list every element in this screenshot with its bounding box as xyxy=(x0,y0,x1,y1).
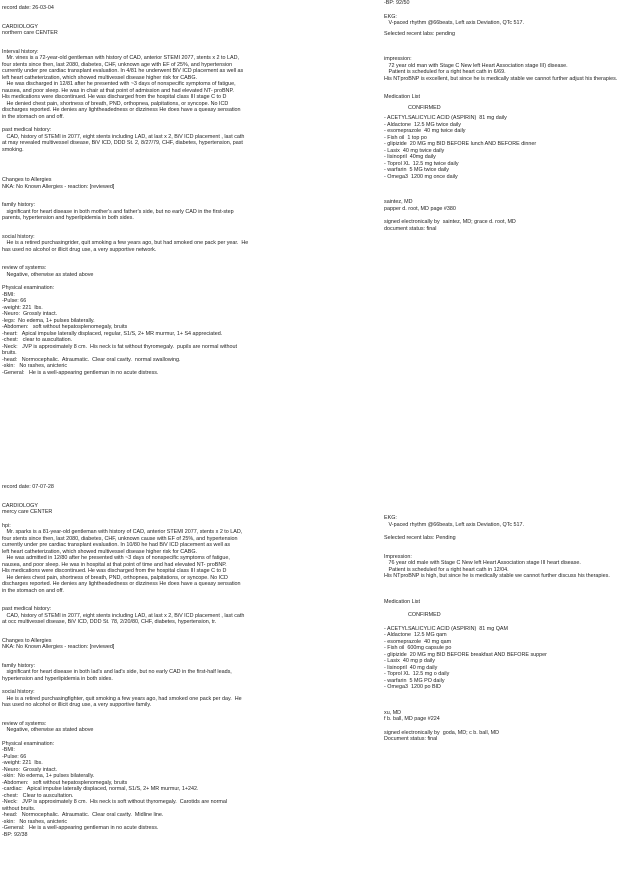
text-line: -skin: No rashes, anicteric xyxy=(2,818,68,825)
medication-item: - lisinopril 40mg daily xyxy=(384,154,436,160)
medication-item: - Aldactone 12.5 MG qam xyxy=(384,632,447,638)
medication-item: - Toprol XL 12.5 mg twice daily xyxy=(384,160,459,167)
text-line: currently under pre cardiac transplant evaluation. In 10/80 he had BiV ICD placement as well as xyxy=(2,542,231,548)
text-line: -skin: No edema, 1+ pulses bilaterally. xyxy=(2,773,95,779)
care-center: mercy care CENTER xyxy=(2,509,53,515)
confirmed-label: CONFIRMED xyxy=(408,612,441,618)
text-line: -chest: Clear to auscultation. xyxy=(2,792,74,799)
medication-item: - glipizide 20 MG mg BID BEFORE lunch AND BEFORE dinner xyxy=(384,141,537,147)
text-line: He is a retired purchasingrider, quit smoking a few years ago, but had smoked one pack per year. He xyxy=(2,240,249,246)
medication-item: - Toprol XL 12.5 mg o daily xyxy=(384,671,450,677)
text-line: Negative, otherwise as stated above xyxy=(2,271,94,278)
text-line: without bruits. xyxy=(2,805,36,812)
text-line: has used no alcohol or illicit drug use, a very supportive network. xyxy=(2,246,157,253)
text-line: discharges reported. He denies any lightheadedness or dizziness He does have a queasy sensation xyxy=(2,107,241,113)
text-line: -weight: 221 lbs. xyxy=(2,760,43,766)
text-line: has used no alcohol or illicit drug use, a very supportive family. xyxy=(2,702,152,708)
section-heading: impression: xyxy=(384,56,412,62)
section-heading: Interval history: xyxy=(2,48,39,55)
record2-right-column xyxy=(384,515,638,743)
record1-right-column xyxy=(384,0,638,232)
text-line: Mr. sparks is a 81-year-old gentleman with history of CAD, anterior STEMI 2077, stents x 2 to LAD, xyxy=(2,529,243,535)
text-line: Selected recent labs: pending xyxy=(384,30,456,37)
record-date: record date: 26-03-04 xyxy=(2,5,54,11)
confirmed-label: CONFIRMED xyxy=(408,104,441,111)
record-date: record date: 07-07-28 xyxy=(2,484,54,490)
department: CARDIOLOGY xyxy=(2,502,38,509)
pager: papper d. root, MD page #380 xyxy=(384,205,456,212)
text-line: left heart catheterization, which showed multivessel disease higher risk for CABG. xyxy=(2,74,198,81)
blood-pressure: -BP: 92/50 xyxy=(384,0,410,6)
department: CARDIOLOGY xyxy=(2,23,38,30)
text-line: He was discharged in 12/81 after he presented with ~3 days of nonspecific symptoms of fatigue, xyxy=(2,81,236,87)
text-line: Selected recent labs: Pending xyxy=(384,535,456,541)
text-line: -legs: No edema, 1+ pulses bilaterally. xyxy=(2,317,95,324)
text-line: -cardiac: Apical impulse laterally displaced, normal, S1/S, 2+ MR murmur, 1+242. xyxy=(2,786,199,792)
text-line: at occ multivessel disease, BiV ICD, DDD St. 78, 2/20/80, CHF, diabetes, hypertension, tr. xyxy=(2,619,217,625)
signer: saintez, MD xyxy=(384,199,413,205)
text-line: NKA: No Known Allergies - reaction: [reviewed] xyxy=(2,183,115,190)
record2-left-column xyxy=(2,484,320,838)
medication-item: - Omega3 1200 po BID xyxy=(384,684,441,690)
text-line: -Pulse: 66 xyxy=(2,298,27,304)
text-line: significant for heart disease in both lad's and lad's side, but no early CAD in the first-half leads, xyxy=(2,669,232,675)
text-line: CAD, history of STEMI in 2077, eight stents including LAD, at last x 2, BiV ICD placement , last cath xyxy=(2,133,245,140)
text-line: currently under pre cardiac transplant evaluation. In 4/81 he underwent BiV ICD placement as well as xyxy=(2,68,244,74)
section-heading: Changes to Allergies xyxy=(2,177,52,183)
section-heading: family history: xyxy=(2,202,35,208)
section-heading: hpi: xyxy=(2,522,11,529)
medication-item: - glipizide 20 MG mg BID BEFORE breakfast AND BEFORE supper xyxy=(384,651,547,658)
text-line: -skin: No rashes, anicteric xyxy=(2,363,68,369)
text-line: parents, hypertension and hyperlipidemia in both sides. xyxy=(2,215,134,221)
text-line: Negative, otherwise as stated above xyxy=(2,727,94,733)
text-line: -Neck: JVP is approximately 8 cm. His neck is soft without thyromegaly. Carotids are normal xyxy=(2,799,228,805)
text-line: -BMI: xyxy=(2,747,15,753)
text-line: smoking. xyxy=(2,146,24,153)
text-line: -Neuro: Grossly intact. xyxy=(2,766,58,773)
text-line: -Abdomen: soft without hepatosplenomegaly, bruits xyxy=(2,779,128,786)
blood-pressure: -BP: 92/38 xyxy=(2,831,28,838)
text-line: -chest: clear to auscultation. xyxy=(2,337,73,343)
text-line: left heart catheterization, which showed multivessel disease higher risk for CABG. xyxy=(2,548,198,555)
text-line: in the stomach on and off. xyxy=(2,113,64,120)
medication-item: - esomeprazole 40 mg twice daily xyxy=(384,128,466,134)
medication-item: - Aldactone 12.5 MG twice daily xyxy=(384,121,462,128)
medication-item: - warfarin 5 MG twice daily xyxy=(384,167,450,173)
text-line: His NTproBNP is high, but since he is medically stable we cannot further discuss his therapies. xyxy=(384,573,610,579)
text-line: His medications were discontinued. He was discharged from the hospital class III stage C to D xyxy=(2,568,227,574)
signature-line: signed electronically by saintez, MD; grace d. root, MD xyxy=(384,219,516,225)
section-heading: past medical history: xyxy=(2,606,52,612)
section-heading: social history: xyxy=(2,233,35,240)
medication-item: - Omega3 1200 mg once daily xyxy=(384,173,458,180)
section-heading: EKG: xyxy=(384,515,397,521)
text-line: -Neck: JVP is approximately 8 cm. His neck is fat without thyromegaly. pupils are normal without xyxy=(2,343,237,350)
document-status: Document status: final xyxy=(384,736,438,742)
text-line: nausea, and poor sleep. He was in chair at that point of admission and had elevated NT- proBNP. xyxy=(2,87,234,94)
text-line: -heart: Apical impulse laterally displaced, regular, S1/S, 2+ MR murmur, 1+ S4 appreciated. xyxy=(2,330,223,337)
medication-item: - esomeprazole 40 mg qam xyxy=(384,638,452,645)
text-line: CAD, history of STEMI in 2077, eight stents including LAD, at last x 2, BiV ICD placement , last cath xyxy=(2,612,245,619)
text-line: in the stomach on and off. xyxy=(2,587,64,594)
medication-item: - Fish oil 1 top po xyxy=(384,134,427,141)
text-line: significant for heart disease in both mother's and father's side, but no early CAD in the first-step xyxy=(2,208,234,215)
text-line: V-paced rhythm @66beats, Left axis Deviation, QTc 517. xyxy=(384,20,525,26)
section-heading: review of systems: xyxy=(2,720,47,727)
text-line: bruits. xyxy=(2,350,17,356)
medication-item: - lisinopril 40 mg daily xyxy=(384,664,438,671)
text-line: 72 year old man with Stage C New left Heart Association stage III) disease. xyxy=(384,62,568,69)
medication-item: - Lasix 40 mg twice daily xyxy=(384,147,445,154)
text-line: -General: He is a well-appearing gentleman in no acute distress. xyxy=(2,369,159,376)
text-line: four stents since then, last 2080, diabetes, CHF, unknown cause with EF of 25%, and hypertension xyxy=(2,535,238,542)
text-line: NKA: No Known Allergies - reaction: [reviewed] xyxy=(2,644,115,650)
text-line: He is a retired purchasingfighter, quit smoking a few years ago, had smoked one pack per day. He xyxy=(2,695,242,702)
medication-item: - ACETYLSALICYLIC ACID (ASPIRIN) 81 mg daily xyxy=(384,115,507,121)
text-line: -head: Normocephalic. Atraumatic. Clear oral cavity. Midline line. xyxy=(2,812,164,818)
text-line: He denied chest pain, shortness of breath, PND, orthopnea, palpitations, or syncope. No ICD xyxy=(2,100,229,107)
section-heading: Medication List xyxy=(384,94,420,100)
signature-line: signed electronically by goda, MD; c b. ball, MD xyxy=(384,729,500,736)
text-line: -General: He is a well-appearing gentleman in no acute distress. xyxy=(2,825,159,831)
section-heading: EKG: xyxy=(384,13,397,20)
document-status: document status: final xyxy=(384,225,437,232)
text-line: at may revealed multivessel disease, BiV ICD, DDD St. 2, 8/27/79, CHF, diabetes, hypertension, past xyxy=(2,140,243,146)
text-line: -head: Normocephalic. Atraumatic. Clear oral cavity. normal swallowing. xyxy=(2,356,181,363)
medication-item: - warfarin 5 MG PO daily xyxy=(384,677,445,684)
text-line: -Neuro: Grossly intact. xyxy=(2,311,58,317)
text-line: His medications were discontinued. He was discharged from the hospital class III stage C to D xyxy=(2,94,227,100)
section-heading: Physical examination: xyxy=(2,740,55,747)
pager: f b. ball, MD page #224 xyxy=(384,716,440,722)
text-line: Mr. vines is a 72-year-old gentleman with history of CAD, anterior STEMI 2077, stents x 2 to LAD, xyxy=(2,55,239,61)
text-line: -weight: 221 lbs. xyxy=(2,304,43,311)
signer: xu, MD xyxy=(384,709,402,716)
text-line: -Abdomen: soft without hepatosplenomegaly, bruits xyxy=(2,324,128,330)
text-line: four stents since then, last 2080, diabetes, CHF, unknown age with EF of 25%, and hypertension xyxy=(2,61,233,68)
medication-item: - Lasix 40 mg p daily xyxy=(384,658,435,664)
section-heading: Physical examination: xyxy=(2,285,55,291)
section-heading: past medical history: xyxy=(2,127,52,133)
section-heading: Impression: xyxy=(384,553,412,560)
care-center: northern care CENTER xyxy=(2,30,58,36)
text-line: hypertension and hyperlipidemia in both sides. xyxy=(2,675,113,682)
text-line: He was admitted in 12/80 after he presented with ~3 days of nonspecific symptoms of fatigue, xyxy=(2,555,230,561)
record1-left-column xyxy=(2,5,320,376)
text-line: -Pulse: 66 xyxy=(2,753,27,760)
text-line: Patient is scheduled for a right heart cath in 6/69. xyxy=(384,69,506,75)
section-heading: review of systems: xyxy=(2,265,47,271)
section-heading: social history: xyxy=(2,689,35,695)
text-line: 76 year old male with Stage C New left Heart Association stage III heart disease. xyxy=(384,560,581,566)
text-line: discharges reported. He denies any lightheadedness or dizziness He does have a queasy sensation xyxy=(2,581,241,587)
medication-item: - Fish oil 600mg capsule po xyxy=(384,645,452,651)
text-line: nausea, and poor sleep. He was in hospital at that point of time and had elevated NT- proBNP. xyxy=(2,561,227,568)
text-line: He denies chest pain, shortness of breath, PND, orthopnea, palpitations, or syncope. No ICD xyxy=(2,574,228,581)
section-heading: Changes to Allergies xyxy=(2,637,52,644)
text-line: Patient is scheduled for a right heart cath in 12/04. xyxy=(384,566,509,573)
text-line: V-paced rhythm @66beats, Left axis Deviation, QTc 517. xyxy=(384,521,525,528)
text-line: His NTproBNP is excellent, but since he is medically stable we cannot further adjust his therapies. xyxy=(384,75,618,82)
medication-item: - ACETYLSALICYLIC ACID (ASPIRIN) 81 mg QAM xyxy=(384,625,509,632)
text-line: -BMI: xyxy=(2,291,15,298)
section-heading: family history: xyxy=(2,662,35,669)
section-heading: Medication List xyxy=(384,598,420,605)
